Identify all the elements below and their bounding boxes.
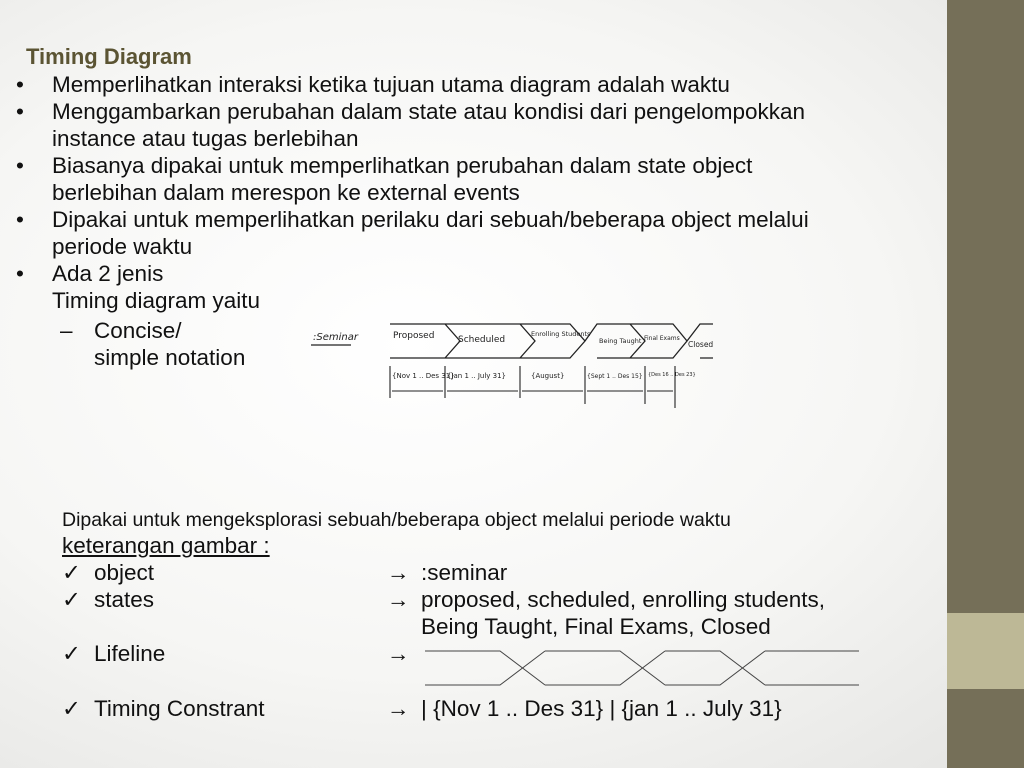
check-icon: ✓	[62, 587, 81, 612]
lifeline-example	[425, 647, 861, 689]
sidebar-accent-block	[947, 613, 1024, 689]
diagram-caption: Dipakai untuk mengeksplorasi sebuah/beberapa object melalui periode waktu	[62, 509, 731, 531]
bullet-text: Ada 2 jenis	[52, 261, 164, 286]
bullet-item	[10, 71, 1020, 98]
bullet-item	[10, 98, 1020, 152]
bullet-item	[10, 152, 1020, 206]
state-label: Scheduled	[458, 335, 506, 345]
bullet-text: berlebihan dalam merespon ke external events	[52, 180, 520, 205]
bullet-dot: •	[16, 72, 24, 97]
legend-value: proposed, scheduled, enrolling students,	[421, 587, 826, 612]
sub-bullet-text: Concise/	[94, 318, 182, 343]
bullet-dot: •	[16, 99, 24, 124]
state-label: Final Exams	[644, 335, 680, 342]
bullet-item	[10, 260, 1020, 314]
legend-value: :seminar	[421, 560, 508, 585]
constraint-label: {Nov 1 .. Des 31}	[392, 372, 455, 380]
bullet-text: Dipakai untuk memperlihatkan perilaku dari sebuah/beberapa object melalui	[52, 207, 809, 232]
arrow-right-icon: →	[387, 560, 410, 585]
legend-term: object	[94, 560, 155, 585]
bullet-text: instance atau tugas berlebihan	[52, 126, 359, 151]
check-icon: ✓	[62, 560, 81, 585]
slide-title: Timing Diagram	[26, 44, 192, 69]
bullet-text: Biasanya dipakai untuk memperlihatkan perubahan dalam state object	[52, 153, 753, 178]
lifeline-line	[425, 651, 859, 685]
constraint-label: {August}	[531, 372, 565, 380]
constraint-label: {Des 16 .. Des 23}	[648, 372, 696, 378]
bullet-text: periode waktu	[52, 234, 193, 259]
arrow-right-icon: →	[387, 696, 410, 721]
check-icon: ✓	[62, 696, 81, 721]
bullet-text: Memperlihatkan interaksi ketika tujuan utama diagram adalah waktu	[52, 72, 730, 97]
legend-value: | {Nov 1 .. Des 31} | {jan 1 .. July 31}	[421, 696, 782, 721]
bullet-list	[10, 71, 1020, 314]
legend-term: Timing Constrant	[94, 696, 265, 721]
constraint-label: {Jan 1 .. July 31}	[447, 372, 506, 380]
state-label: Closed	[688, 340, 714, 349]
legend-term: Lifeline	[94, 641, 166, 666]
state-label: Being Taught	[599, 337, 642, 345]
bullet-item	[10, 206, 1020, 260]
constraint-label: {Sept 1 .. Des 15}	[587, 373, 643, 380]
state-label: Proposed	[393, 331, 435, 341]
sub-bullet	[60, 317, 245, 371]
timing-diagram-sketch	[305, 316, 725, 411]
check-icon: ✓	[62, 641, 81, 666]
sub-bullet-text: simple notation	[94, 345, 246, 370]
diagram-object-label: :Seminar	[313, 332, 358, 343]
bullet-dot: •	[16, 207, 24, 232]
state-label: Enrolling Students	[531, 330, 591, 338]
arrow-right-icon: →	[387, 641, 410, 666]
bullet-dot: •	[16, 153, 24, 178]
legend-value-continuation: Being Taught, Final Exams, Closed	[421, 614, 771, 639]
sub-bullet-dash: –	[60, 318, 73, 343]
bullet-text: Menggambarkan perubahan dalam state atau kondisi dari pengelompokkan	[52, 99, 805, 124]
bullet-text: Timing diagram yaitu	[52, 288, 260, 313]
legend-heading: keterangan gambar :	[62, 533, 270, 558]
legend-term: states	[94, 587, 155, 612]
bullet-dot: •	[16, 261, 24, 286]
arrow-right-icon: →	[387, 587, 410, 612]
